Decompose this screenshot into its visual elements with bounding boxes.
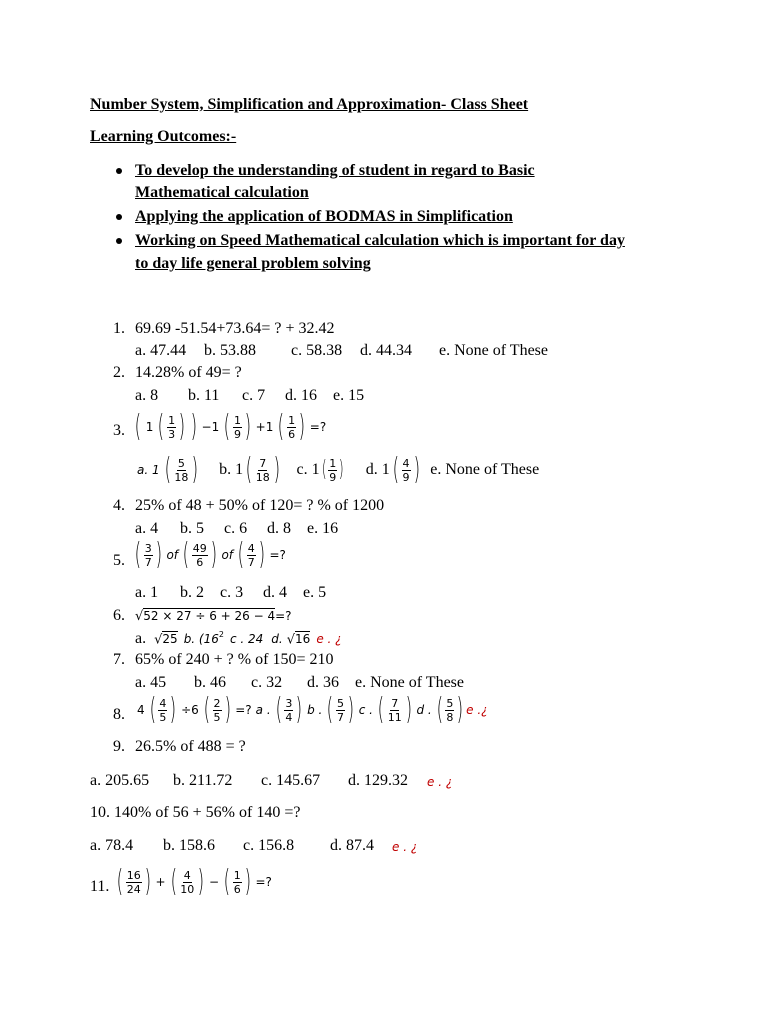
fraction: $\frac{5}{8}$ bbox=[446, 696, 454, 724]
option-b: b. 5 bbox=[180, 520, 204, 537]
fraction: $\frac{3}{4}$ bbox=[285, 696, 293, 724]
option-c: c. 32 bbox=[251, 674, 283, 691]
option-c: c. 58.38 bbox=[291, 342, 343, 359]
q5-expression: ( $\frac{3}{7}$ ) of ( $\frac{49}{6}$ ) of ( $\frac{4}{7}$ ) =? bbox=[134, 537, 286, 572]
option-d: d. 8 bbox=[267, 520, 291, 537]
fraction: $\frac{4}{5}$ bbox=[159, 696, 167, 724]
option-d: d. 87.4 bbox=[330, 837, 374, 854]
question-number: 6. bbox=[113, 607, 125, 624]
fraction: $\frac{3}{7}$ bbox=[144, 541, 152, 569]
page-title: Number System, Simplification and Approximation- Class Sheet bbox=[90, 96, 529, 113]
option-c: c. 156.8 bbox=[243, 837, 295, 854]
option-d: d. 4 bbox=[263, 584, 287, 601]
option-e: e. None of These bbox=[439, 342, 548, 359]
fraction: $\frac{1}{6}$ bbox=[288, 413, 296, 441]
question-text: 14.28% of 49= ? bbox=[135, 364, 242, 381]
fraction: $\frac{5}{18}$ bbox=[174, 456, 189, 484]
outcome-1: To develop the understanding of student in regard to Basic bbox=[135, 162, 535, 179]
question-number: 7. bbox=[113, 651, 125, 668]
question-number: 1. bbox=[113, 320, 125, 337]
option-a: a . bbox=[255, 703, 271, 717]
option-b: b. 158.6 bbox=[163, 837, 215, 854]
option-e: e . ¿ bbox=[316, 632, 342, 647]
question-number: 5. bbox=[113, 552, 125, 569]
option-b: b. 53.88 bbox=[204, 342, 256, 359]
option-a: a. 1 bbox=[137, 463, 160, 477]
bullet bbox=[116, 168, 122, 174]
option-a: a. 47.44 bbox=[135, 342, 187, 359]
option-a: a. bbox=[135, 630, 147, 648]
fraction: $\frac{4}{7}$ bbox=[247, 541, 255, 569]
outcome-2: Applying the application of BODMAS in Simplification bbox=[135, 208, 513, 225]
option-e: e. None of These bbox=[355, 674, 464, 691]
option-a: a. 1 bbox=[135, 584, 159, 601]
fraction: $\frac{49}{6}$ bbox=[192, 541, 207, 569]
fraction: $\frac{2}{5}$ bbox=[213, 696, 221, 724]
q3-expression: ( 1 ( $\frac{1}{3}$ ) ) −1 ( $\frac{1}{9}$ ) +1 ( $\frac{1}{6}$ ) =? bbox=[134, 409, 327, 444]
outcomes-heading: Learning Outcomes:- bbox=[90, 128, 237, 145]
option-e: e. None of These bbox=[430, 461, 540, 478]
option-c: c. 3 bbox=[220, 584, 244, 601]
question-number: 9. bbox=[113, 738, 125, 755]
q11-expression: ( $\frac{16}{24}$ ) + ( $\frac{4}{10}$ ) − ( $\frac{1}{6}$ ) =? bbox=[116, 864, 272, 899]
question-number: 8. bbox=[113, 706, 125, 723]
question-text: 26.5% of 488 = ? bbox=[135, 738, 246, 755]
outcome-3-cont: to day life general problem solving bbox=[135, 255, 371, 272]
option-c: c. 7 bbox=[242, 387, 266, 404]
question-number: 4. bbox=[113, 497, 125, 514]
fraction: $\frac{7}{11}$ bbox=[387, 696, 402, 724]
fraction: $\frac{7}{18}$ bbox=[255, 456, 270, 484]
fraction: $\frac{1}{9}$ bbox=[329, 456, 337, 484]
question-number: 3. bbox=[113, 422, 125, 439]
fraction: $\frac{16}{24}$ bbox=[126, 868, 141, 896]
question-text: 65% of 240 + ? % of 150= 210 bbox=[135, 651, 334, 668]
option-d: d. 1 bbox=[365, 461, 390, 478]
option-c: c . 24 bbox=[229, 632, 264, 647]
outcome-3: Working on Speed Mathematical calculation which is important for day bbox=[135, 232, 625, 249]
question-number: 11. bbox=[90, 878, 110, 895]
option-b: b. 1 bbox=[219, 461, 244, 478]
option-d: d. 44.34 bbox=[360, 342, 412, 359]
option-c: c. 6 bbox=[224, 520, 248, 537]
option-e: e. 5 bbox=[303, 584, 327, 601]
bullet bbox=[116, 238, 122, 244]
option-a: a. 205.65 bbox=[90, 772, 150, 789]
option-a: a. 8 bbox=[135, 387, 159, 404]
bullet bbox=[116, 214, 122, 220]
fraction: $\frac{1}{9}$ bbox=[233, 413, 241, 441]
option-a: a. 45 bbox=[135, 674, 167, 691]
option-d: d. 129.32 bbox=[348, 772, 408, 789]
option-b: b. 11 bbox=[188, 387, 220, 404]
question-text: 25% of 48 + 50% of 120= ? % of 1200 bbox=[135, 497, 385, 514]
option-b: b. 2 bbox=[180, 584, 204, 601]
fraction: $\frac{4}{9}$ bbox=[402, 456, 410, 484]
option-a: a. 4 bbox=[135, 520, 159, 537]
option-d: d. 16 bbox=[285, 387, 317, 404]
option-e: e .¿ bbox=[466, 703, 488, 717]
option-c: c . bbox=[358, 703, 373, 717]
fraction: $\frac{1}{3}$ bbox=[168, 413, 176, 441]
option-e: e . ¿ bbox=[392, 840, 418, 854]
option-e: e. 16 bbox=[307, 520, 339, 537]
question-text: 10. 140% of 56 + 56% of 140 =? bbox=[90, 804, 301, 821]
option-d: d . bbox=[416, 703, 432, 717]
option-e: e . ¿ bbox=[427, 775, 453, 789]
option-e: e. 15 bbox=[333, 387, 365, 404]
option-a: a. 78.4 bbox=[90, 837, 134, 854]
fraction: $\frac{4}{10}$ bbox=[180, 868, 195, 896]
option-c: c. 1 bbox=[296, 461, 320, 478]
outcome-1-cont: Mathematical calculation bbox=[135, 184, 309, 201]
option-d: d. 36 bbox=[307, 674, 339, 691]
fraction: $\frac{5}{7}$ bbox=[337, 696, 345, 724]
q6-options: a. √25 b. ($16^2$ c . 24 d. √16 e . ¿ bbox=[135, 630, 342, 648]
question-number: 2. bbox=[113, 364, 125, 381]
q3-options: a. 1 ( $\frac{5}{18}$ ) b. 1 ( $\frac{7}{18}$ ) c. 1 ( $\frac{1}{9}$ ) d. 1 ( $\frac{4}{9}$ ) e. None of These bbox=[137, 452, 540, 487]
q8-expression: 4 ( $\frac{4}{5}$ ) ÷6 ( $\frac{2}{5}$ ) =? a . ( $\frac{3}{4}$ ) b . ( $\frac{5}{7}$ ) c . ( $\frac{7}{11}$ ) d . ( $\frac{5}{8}$ ) e .¿ bbox=[137, 692, 488, 727]
option-b: b . bbox=[307, 703, 323, 717]
option-d: d. bbox=[271, 632, 283, 647]
fraction: $\frac{1}{6}$ bbox=[233, 868, 241, 896]
question-text: 69.69 -51.54+73.64= ? + 32.42 bbox=[135, 320, 335, 337]
option-b: b. (16 bbox=[183, 632, 219, 647]
option-c: c. 145.67 bbox=[261, 772, 321, 789]
option-b: b. 46 bbox=[194, 674, 226, 691]
option-b: b. 211.72 bbox=[173, 772, 233, 789]
q6-expression: √52 × 27 ÷ 6 + 26 − 4=? bbox=[135, 609, 292, 624]
